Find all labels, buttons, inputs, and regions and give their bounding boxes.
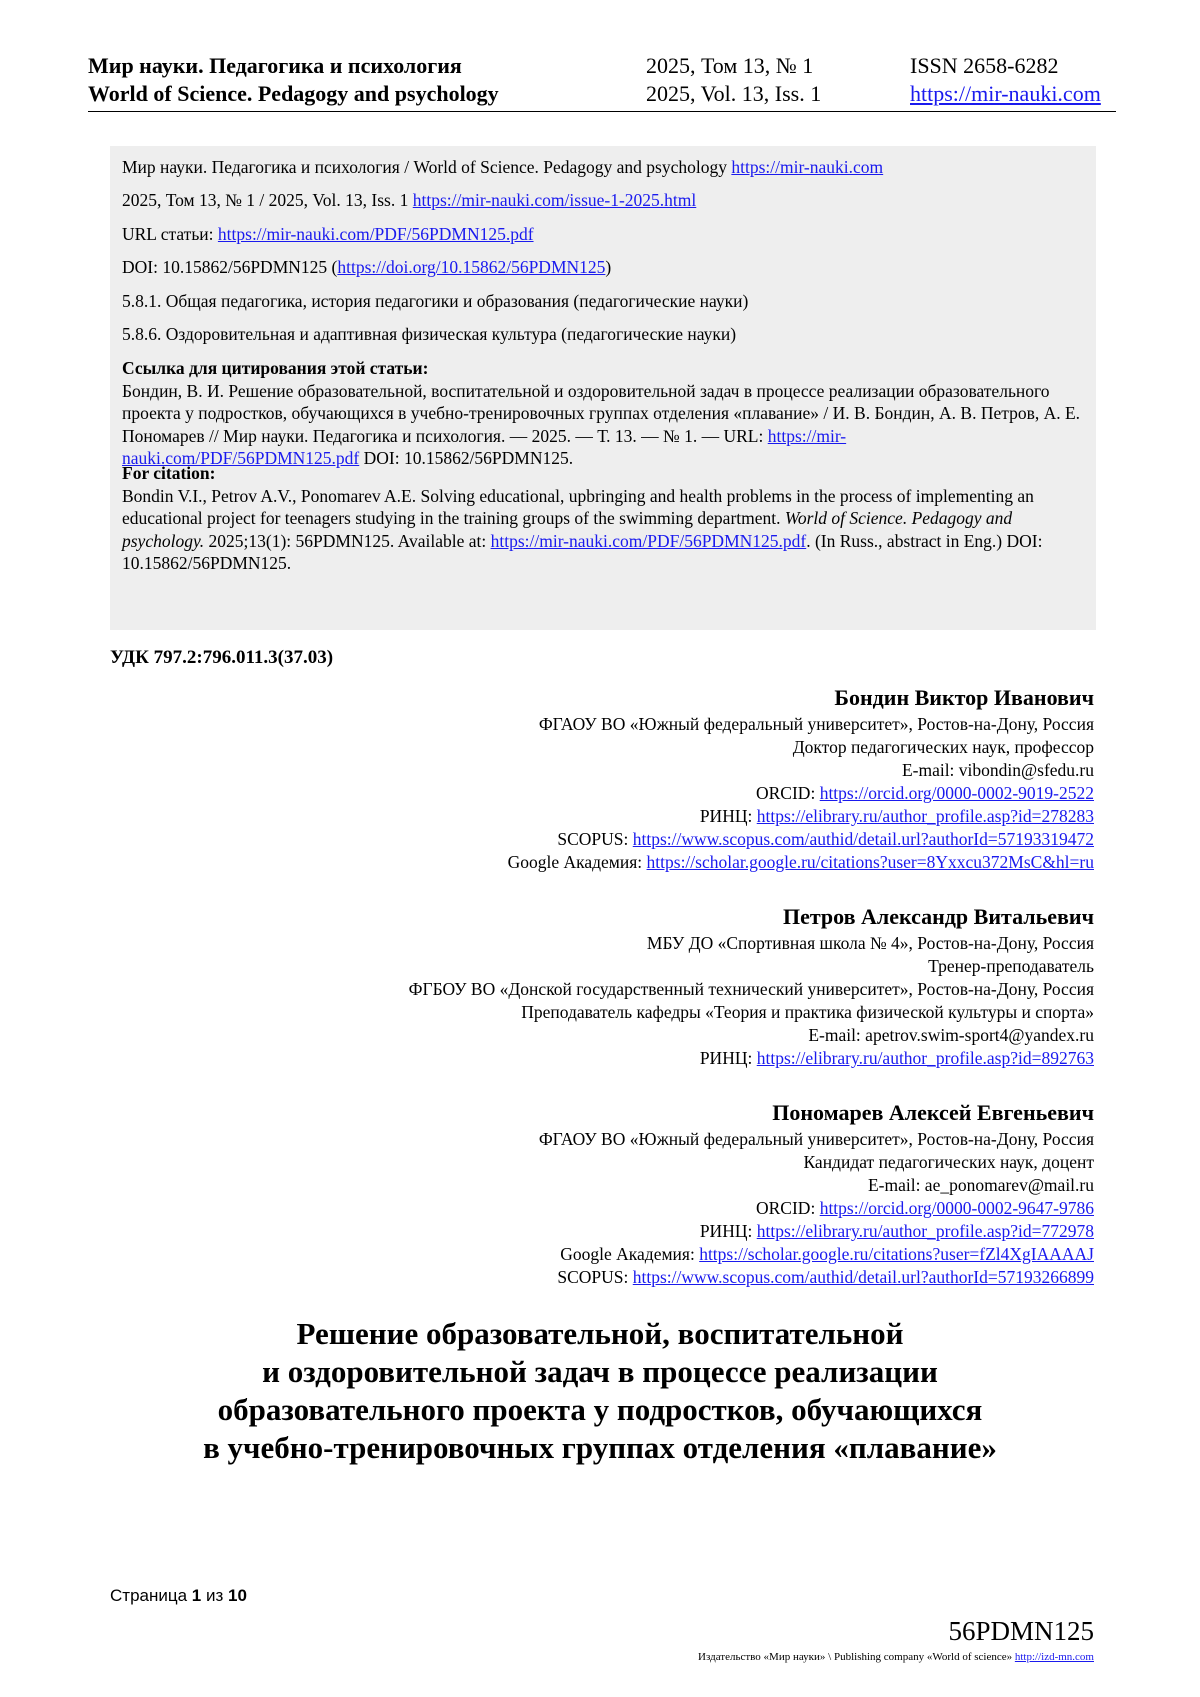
author-name: Бондин Виктор Иванович (834, 685, 1094, 710)
citation-en: For citation: Bondin V.I., Petrov A.V., Ponomarev A.E. Solving educational, upbringing and health problems in the process of implementing an educational project for teenagers studying in the training groups of the swimming department. World of Science. Pedagogy and psychology. 2025;13(1): 56PDMN125. Available at: https://mir-nauki.com/PDF/56PDMN125.pdf. (In Russ., abstract in Eng.) DOI: 10.15862/56PDMN125. (122, 463, 1043, 573)
udk-code: УДК 797.2:796.011.3(37.03) (110, 647, 334, 668)
journal-site-link[interactable]: https://mir-nauki.com (910, 81, 1101, 106)
title-line: образовательного проекта у подростков, обучающихся (217, 1392, 983, 1427)
info-doi-line: DOI: 10.15862/56PDMN125 (https://doi.org/10.15862/56PDMN125) (122, 257, 612, 277)
info-specialty-2: 5.8.6. Оздоровительная и адаптивная физическая культура (педагогические науки) (122, 324, 737, 344)
citation-en-heading: For citation: (122, 463, 216, 483)
author-scopus: SCOPUS: https://www.scopus.com/authid/detail.url?authorId=57193319472 (557, 829, 1094, 849)
issue-en: 2025, Vol. 13, Iss. 1 (646, 81, 822, 106)
author-email: E-mail: apetrov.swim-sport4@yandex.ru (808, 1025, 1094, 1045)
author-affiliation-2: ФГБОУ ВО «Донской государственный технический университет», Ростов-на-Дону, Россия (408, 979, 1094, 999)
scholar-link[interactable]: https://scholar.google.ru/citations?user=8Yxxcu372MsC&hl=ru (646, 852, 1094, 872)
author-block (539, 1098, 1094, 1289)
author-affiliation: ФГАОУ ВО «Южный федеральный университет», Ростов-на-Дону, Россия (538, 1129, 1094, 1149)
author-rinc: РИНЦ: https://elibrary.ru/author_profile.asp?id=892763 (699, 1048, 1094, 1068)
author-rinc: РИНЦ: https://elibrary.ru/author_profile.asp?id=772978 (699, 1221, 1094, 1241)
author-affiliation: ФГАОУ ВО «Южный федеральный университет», Ростов-на-Дону, Россия (538, 714, 1094, 734)
author-degree: Кандидат педагогических наук, доцент (803, 1152, 1094, 1172)
info-journal-link[interactable]: https://mir-nauki.com (731, 157, 884, 177)
author-email: E-mail: vibondin@sfedu.ru (901, 760, 1094, 780)
author-degree: Тренер-преподаватель (928, 956, 1094, 976)
publisher-line: Издательство «Мир науки» \ Publishing company «World of science» http://izd-mn.com (698, 1651, 1094, 1663)
orcid-link[interactable]: https://orcid.org/0000-0002-9647-9786 (819, 1198, 1094, 1218)
page-number: Страница 1 из 10 (110, 1586, 247, 1605)
citation-ru-heading: Ссылка для цитирования этой статьи: (122, 358, 429, 378)
issn: ISSN 2658-6282 (910, 53, 1059, 78)
author-rinc: РИНЦ: https://elibrary.ru/author_profile.asp?id=278283 (699, 806, 1094, 826)
author-name: Пономарев Алексей Евгеньевич (772, 1100, 1094, 1125)
author-name: Петров Александр Витальевич (782, 904, 1094, 929)
author-scholar: Google Академия: https://scholar.google.ru/citations?user=fZl4XgIAAAAJ (560, 1244, 1094, 1264)
info-issue-link[interactable]: https://mir-nauki.com/issue-1-2025.html (412, 190, 697, 210)
publisher-link[interactable]: http://izd-mn.com (1014, 1651, 1094, 1663)
rinc-link[interactable]: https://elibrary.ru/author_profile.asp?id=772978 (756, 1221, 1094, 1241)
issue-ru: 2025, Том 13, № 1 (646, 53, 814, 78)
info-issue-line: 2025, Том 13, № 1 / 2025, Vol. 13, Iss. 1 https://mir-nauki.com/issue-1-2025.html (122, 190, 697, 210)
author-block (409, 902, 1094, 1070)
author-degree-2: Преподаватель кафедры «Теория и практика физической культуры и спорта» (521, 1002, 1094, 1022)
article-code: 56PDMN125 (948, 1616, 1094, 1646)
title-line: и оздоровительной задач в процессе реализации (262, 1354, 938, 1389)
title-line: Решение образовательной, воспитательной (296, 1316, 904, 1351)
author-orcid: ORCID: https://orcid.org/0000-0002-9647-9786 (756, 1198, 1094, 1218)
author-email: E-mail: ae_ponomarev@mail.ru (867, 1175, 1094, 1195)
scopus-link[interactable]: https://www.scopus.com/authid/detail.url?authorId=57193319472 (632, 829, 1094, 849)
scholar-link[interactable]: https://scholar.google.ru/citations?user=fZl4XgIAAAAJ (699, 1244, 1094, 1264)
info-journal-line: Мир науки. Педагогика и психология / World of Science. Pedagogy and psychology https://mir-nauki.com (122, 157, 884, 177)
author-block (508, 683, 1094, 874)
author-scopus: SCOPUS: https://www.scopus.com/authid/detail.url?authorId=57193266899 (557, 1267, 1094, 1287)
header-divider (88, 111, 1116, 112)
author-affiliation: МБУ ДО «Спортивная школа № 4», Ростов-на-Дону, Россия (646, 933, 1094, 953)
citation-ru: Ссылка для цитирования этой статьи: Бондин, В. И. Решение образовательной, воспитательной и оздоровительной задач в процессе реализации образовательного проекта у подростков, обучающихся в учебно-тренировочных группах отделения «плавание» / И. В. Бондин, А. В. Петров, А. Е. Пономарев // Мир науки. Педагогика и психология. — 2025. — Т. 13. — № 1. — URL: https://mir-nauki.com/PDF/56PDMN125.pdf DOI: 10.15862/56PDMN125. (122, 358, 1081, 468)
journal-title-ru: Мир науки. Педагогика и психология (88, 53, 462, 78)
rinc-link[interactable]: https://elibrary.ru/author_profile.asp?id=278283 (756, 806, 1094, 826)
info-doi-link[interactable]: https://doi.org/10.15862/56PDMN125 (337, 257, 606, 277)
author-scholar: Google Академия: https://scholar.google.ru/citations?user=8Yxxcu372MsC&hl=ru (507, 852, 1094, 872)
author-orcid: ORCID: https://orcid.org/0000-0002-9019-2522 (756, 783, 1094, 803)
title-line: в учебно-тренировочных группах отделения «плавание» (203, 1430, 997, 1465)
journal-title-en: World of Science. Pedagogy and psychology (88, 81, 499, 106)
info-specialty-1: 5.8.1. Общая педагогика, история педагогики и образования (педагогические науки) (122, 291, 749, 311)
rinc-link[interactable]: https://elibrary.ru/author_profile.asp?id=892763 (756, 1048, 1094, 1068)
author-degree: Доктор педагогических наук, профессор (792, 737, 1094, 757)
info-url-line: URL статьи: https://mir-nauki.com/PDF/56PDMN125.pdf (122, 224, 534, 244)
orcid-link[interactable]: https://orcid.org/0000-0002-9019-2522 (819, 783, 1094, 803)
article-info-box (110, 146, 1096, 630)
citation-ru-link[interactable]: https://mir-nauki.com/PDF/56PDMN125.pdf (122, 425, 847, 468)
scopus-link[interactable]: https://www.scopus.com/authid/detail.url?authorId=57193266899 (632, 1267, 1094, 1287)
info-article-url-link[interactable]: https://mir-nauki.com/PDF/56PDMN125.pdf (217, 224, 534, 244)
citation-en-link[interactable]: https://mir-nauki.com/PDF/56PDMN125.pdf (490, 530, 807, 551)
article-title (100, 1315, 1100, 1467)
